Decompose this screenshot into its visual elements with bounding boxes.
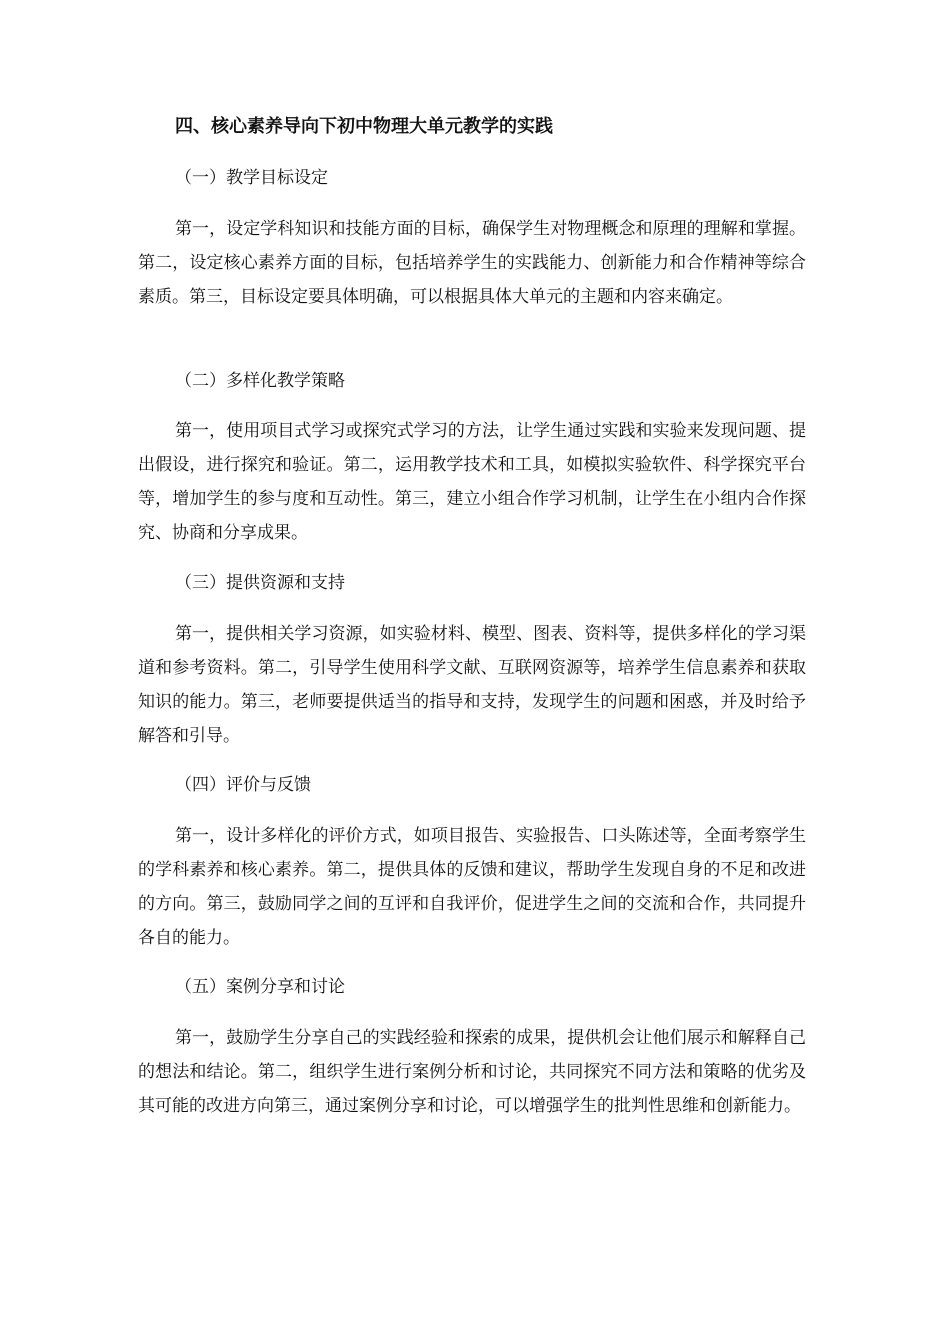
subsection-title-3: （三）提供资源和支持 [175, 573, 345, 593]
section-heading: 四、核心素养导向下初中物理大单元教学的实践 [175, 116, 553, 137]
paragraph-3: 第一，提供相关学习资源，如实验材料、模型、图表、资料等，提供多样化的学习渠道和参考资料。第二，引导学生使用科学文献、互联网资源等，培养学生信息素养和获取知识的能力。第三，老师要提供适当的指导和支持，发现学生的问题和困惑，并及时给予解答和引导。 [138, 624, 806, 746]
subsection-title-5: （五）案例分享和讨论 [175, 977, 345, 997]
paragraph-2: 第一，使用项目式学习或探究式学习的方法，让学生通过实践和实验来发现问题、提出假设，进行探究和验证。第二，运用教学技术和工具，如模拟实验软件、科学探究平台等，增加学生的参与度和互动性。第三，建立小组合作学习机制，让学生在小组内合作探究、协商和分享成果。 [138, 421, 806, 543]
subsection-title-4: （四）评价与反馈 [175, 775, 311, 795]
paragraph-5: 第一，鼓励学生分享自己的实践经验和探索的成果，提供机会让他们展示和解释自己的想法和结论。第二，组织学生进行案例分析和讨论，共同探究不同方法和策略的优劣及其可能的改进方向第三，通过案例分享和讨论，可以增强学生的批判性思维和创新能力。 [138, 1028, 806, 1116]
paragraph-4: 第一，设计多样化的评价方式，如项目报告、实验报告、口头陈述等，全面考察学生的学科素养和核心素养。第二，提供具体的反馈和建议，帮助学生发现自身的不足和改进的方向。第三，鼓励同学之间的互评和自我评价，促进学生之间的交流和合作，共同提升各自的能力。 [138, 826, 806, 948]
paragraph-1: 第一，设定学科知识和技能方面的目标，确保学生对物理概念和原理的理解和掌握。第二，设定核心素养方面的目标，包括培养学生的实践能力、创新能力和合作精神等综合素质。第三，目标设定要具体明确，可以根据具体大单元的主题和内容来确定。 [138, 219, 806, 307]
subsection-title-1: （一）教学目标设定 [175, 168, 328, 188]
subsection-title-2: （二）多样化教学策略 [175, 371, 345, 391]
